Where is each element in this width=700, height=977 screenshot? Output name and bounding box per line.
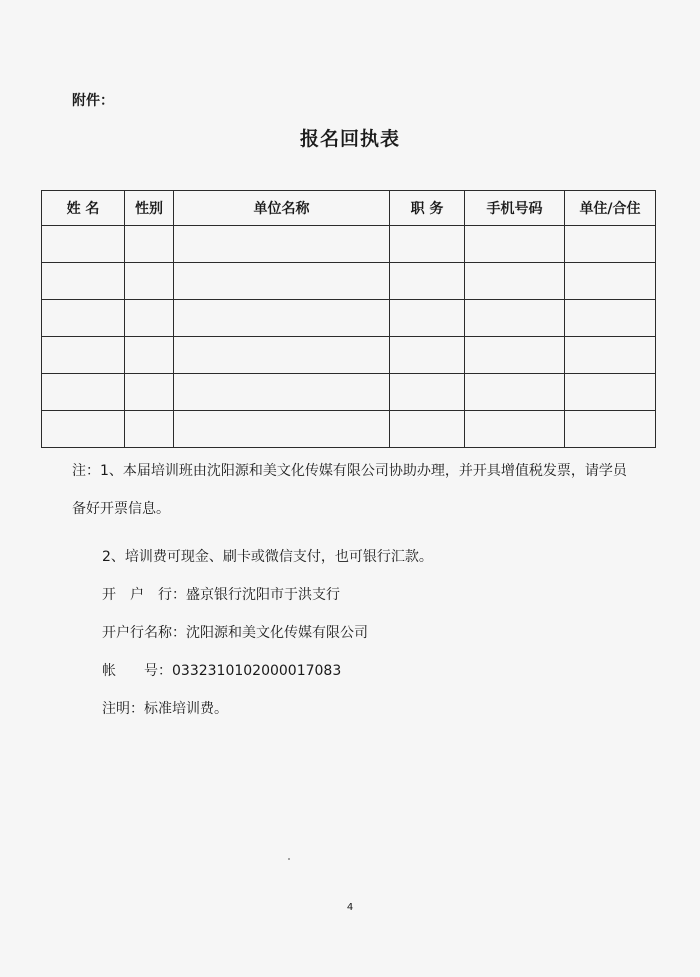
table-cell[interactable] — [565, 374, 656, 411]
table-cell[interactable] — [174, 300, 390, 337]
remark-label: 注明： — [102, 701, 144, 717]
table-cell[interactable] — [390, 411, 465, 448]
table-row — [42, 411, 656, 448]
account-number-line — [72, 658, 662, 684]
table-cell[interactable] — [565, 300, 656, 337]
table-cell[interactable] — [125, 374, 174, 411]
table-cell[interactable] — [125, 263, 174, 300]
table-cell[interactable] — [125, 226, 174, 263]
account-number-value: 0332310102000017083 — [172, 663, 342, 679]
table-cell[interactable] — [390, 300, 465, 337]
table-cell[interactable] — [42, 374, 125, 411]
bank-label: 开 户 行： — [102, 587, 186, 603]
table-cell[interactable] — [42, 337, 125, 374]
table-cell[interactable] — [565, 263, 656, 300]
account-name-line — [72, 620, 662, 646]
account-name-value: 沈阳源和美文化传媒有限公司 — [186, 625, 368, 641]
table-cell[interactable] — [42, 226, 125, 263]
header-gender: 性别 — [125, 191, 174, 226]
registration-table — [41, 190, 656, 448]
table-row — [42, 300, 656, 337]
table-cell[interactable] — [465, 226, 565, 263]
table-row — [42, 374, 656, 411]
table-cell[interactable] — [465, 263, 565, 300]
notes-section — [72, 458, 662, 722]
table-row — [42, 337, 656, 374]
note-1: 注：1、本届培训班由沈阳源和美文化传媒有限公司协助办理，并开具增值税发票，请学员 — [72, 463, 627, 479]
table-cell[interactable] — [465, 411, 565, 448]
header-room-type: 单住/合住 — [565, 191, 656, 226]
bank-value: 盛京银行沈阳市于洪支行 — [186, 587, 340, 603]
table-cell[interactable] — [390, 337, 465, 374]
table-cell[interactable] — [465, 300, 565, 337]
table-cell[interactable] — [42, 300, 125, 337]
table-cell[interactable] — [174, 226, 390, 263]
table-row — [42, 226, 656, 263]
page-title: 报名回执表 — [299, 128, 400, 150]
table-cell[interactable] — [565, 411, 656, 448]
table-header-row — [42, 191, 656, 226]
header-organization: 单位名称 — [174, 191, 390, 226]
attachment-label: 附件： — [72, 93, 114, 109]
table-cell[interactable] — [465, 374, 565, 411]
table-cell[interactable] — [174, 263, 390, 300]
table-cell[interactable] — [390, 374, 465, 411]
table-row — [42, 263, 656, 300]
table-cell[interactable] — [565, 337, 656, 374]
header-phone: 手机号码 — [465, 191, 565, 226]
stray-mark — [288, 858, 290, 860]
note-1-continued: 备好开票信息。 — [72, 501, 170, 517]
table-cell[interactable] — [465, 337, 565, 374]
account-number-label: 帐 号： — [102, 663, 172, 679]
table-cell[interactable] — [174, 411, 390, 448]
table-cell[interactable] — [390, 263, 465, 300]
bank-line — [72, 582, 662, 608]
table-cell[interactable] — [125, 411, 174, 448]
table-cell[interactable] — [174, 337, 390, 374]
table-cell[interactable] — [42, 263, 125, 300]
remark-value: 标准培训费。 — [144, 701, 228, 717]
header-position: 职 务 — [390, 191, 465, 226]
table-cell[interactable] — [390, 226, 465, 263]
table-cell[interactable] — [565, 226, 656, 263]
page-number: 4 — [346, 902, 354, 913]
table-cell[interactable] — [125, 300, 174, 337]
table-cell[interactable] — [125, 337, 174, 374]
remark-line — [72, 696, 662, 722]
note-2: 2、培训费可现金、刷卡或微信支付，也可银行汇款。 — [102, 549, 433, 565]
table-cell[interactable] — [174, 374, 390, 411]
table-cell[interactable] — [42, 411, 125, 448]
header-name: 姓 名 — [42, 191, 125, 226]
account-name-label: 开户行名称： — [102, 625, 186, 641]
